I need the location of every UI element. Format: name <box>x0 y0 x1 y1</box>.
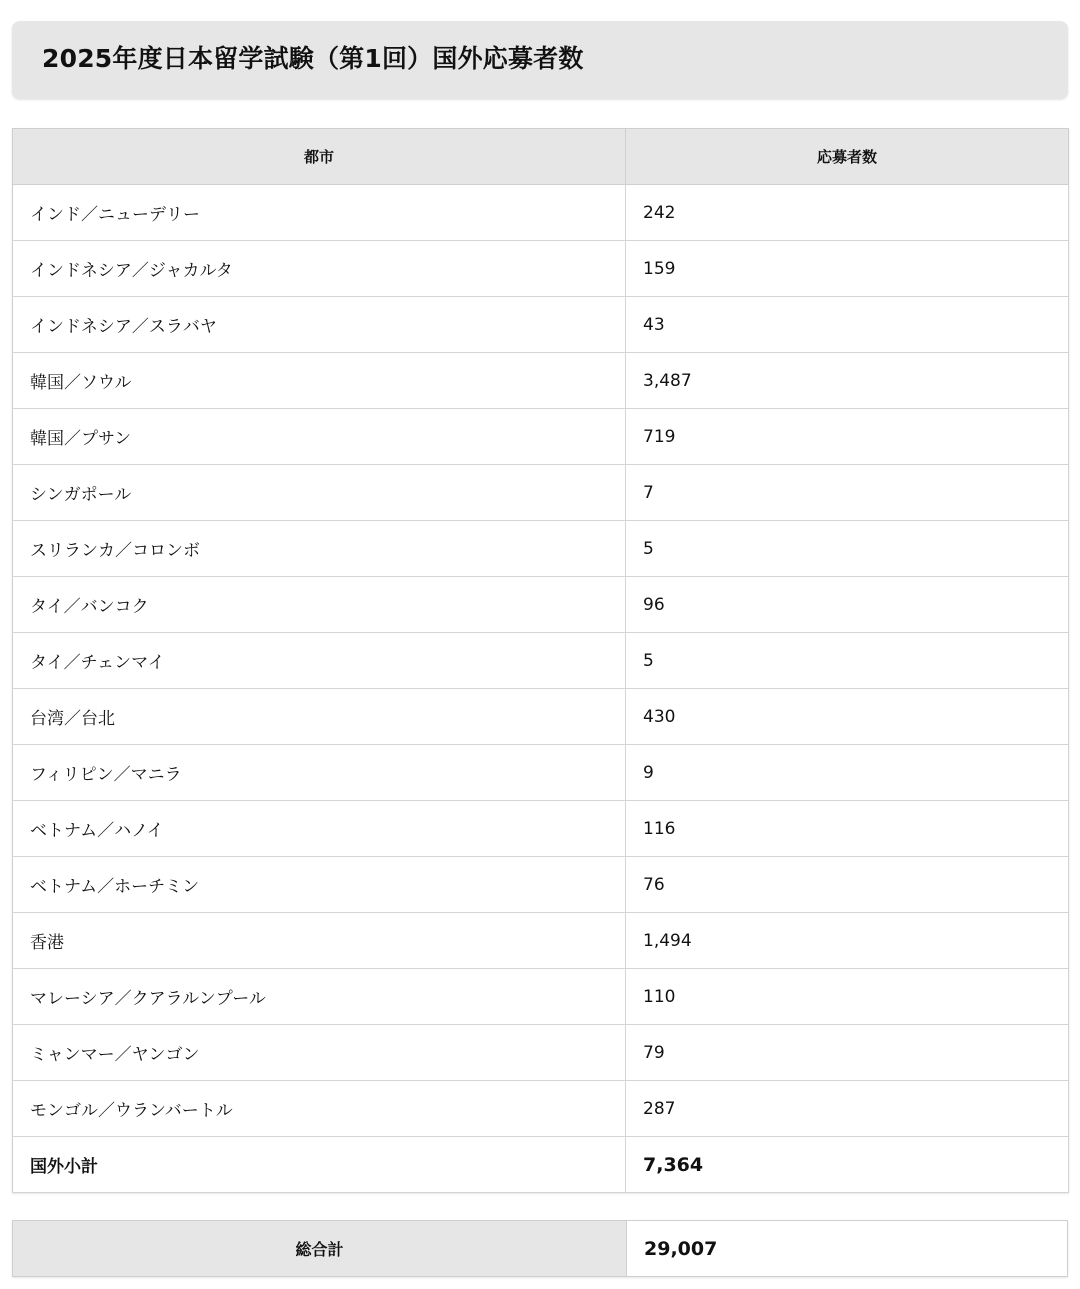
table-row <box>13 801 1069 857</box>
count-cell: 5 <box>626 521 1069 577</box>
table-row <box>13 1081 1069 1137</box>
count-cell: 1,494 <box>626 913 1069 969</box>
count-cell: 79 <box>626 1025 1069 1081</box>
count-cell: 43 <box>626 297 1069 353</box>
city-cell: 韓国／ソウル <box>13 353 626 409</box>
count-cell: 76 <box>626 857 1069 913</box>
count-cell: 9 <box>626 745 1069 801</box>
table-row <box>13 689 1069 745</box>
table-row <box>13 241 1069 297</box>
table-row <box>13 633 1069 689</box>
city-cell: フィリピン／マニラ <box>13 745 626 801</box>
count-cell: 719 <box>626 409 1069 465</box>
city-cell: インドネシア／スラバヤ <box>13 297 626 353</box>
subtotal-label: 国外小計 <box>13 1137 626 1193</box>
count-cell: 116 <box>626 801 1069 857</box>
city-cell: タイ／バンコク <box>13 577 626 633</box>
city-cell: ミャンマー／ヤンゴン <box>13 1025 626 1081</box>
applicants-table <box>12 128 1069 1193</box>
city-cell: マレーシア／クアラルンプール <box>13 969 626 1025</box>
count-cell: 110 <box>626 969 1069 1025</box>
table-row <box>13 969 1069 1025</box>
city-cell: インド／ニューデリー <box>13 185 626 241</box>
count-cell: 7 <box>626 465 1069 521</box>
header-city: 都市 <box>13 129 626 185</box>
table-row <box>13 353 1069 409</box>
count-cell: 96 <box>626 577 1069 633</box>
table-row <box>13 185 1069 241</box>
city-cell: ベトナム／ハノイ <box>13 801 626 857</box>
count-cell: 430 <box>626 689 1069 745</box>
city-cell: タイ／チェンマイ <box>13 633 626 689</box>
count-cell: 3,487 <box>626 353 1069 409</box>
table-header-row <box>13 129 1069 185</box>
table-row <box>13 577 1069 633</box>
city-cell: モンゴル／ウランバートル <box>13 1081 626 1137</box>
table-row <box>13 1025 1069 1081</box>
title-panel <box>12 21 1068 99</box>
city-cell: ベトナム／ホーチミン <box>13 857 626 913</box>
table-row <box>13 857 1069 913</box>
grand-total-label: 総合計 <box>13 1221 627 1276</box>
table-row <box>13 409 1069 465</box>
city-cell: スリランカ／コロンボ <box>13 521 626 577</box>
city-cell: 韓国／プサン <box>13 409 626 465</box>
count-cell: 242 <box>626 185 1069 241</box>
city-cell: 香港 <box>13 913 626 969</box>
city-cell: インドネシア／ジャカルタ <box>13 241 626 297</box>
table-row <box>13 913 1069 969</box>
table-row <box>13 521 1069 577</box>
subtotal-row <box>13 1137 1069 1193</box>
table-row <box>13 745 1069 801</box>
table-row <box>13 297 1069 353</box>
page-title: 2025年度日本留学試験（第1回）国外応募者数 <box>42 44 584 73</box>
table-row <box>13 465 1069 521</box>
count-cell: 287 <box>626 1081 1069 1137</box>
subtotal-value: 7,364 <box>626 1137 1069 1193</box>
city-cell: シンガポール <box>13 465 626 521</box>
count-cell: 5 <box>626 633 1069 689</box>
city-cell: 台湾／台北 <box>13 689 626 745</box>
grand-total-panel <box>12 1220 1068 1277</box>
grand-total-value: 29,007 <box>627 1221 1067 1276</box>
count-cell: 159 <box>626 241 1069 297</box>
header-count: 応募者数 <box>626 129 1069 185</box>
